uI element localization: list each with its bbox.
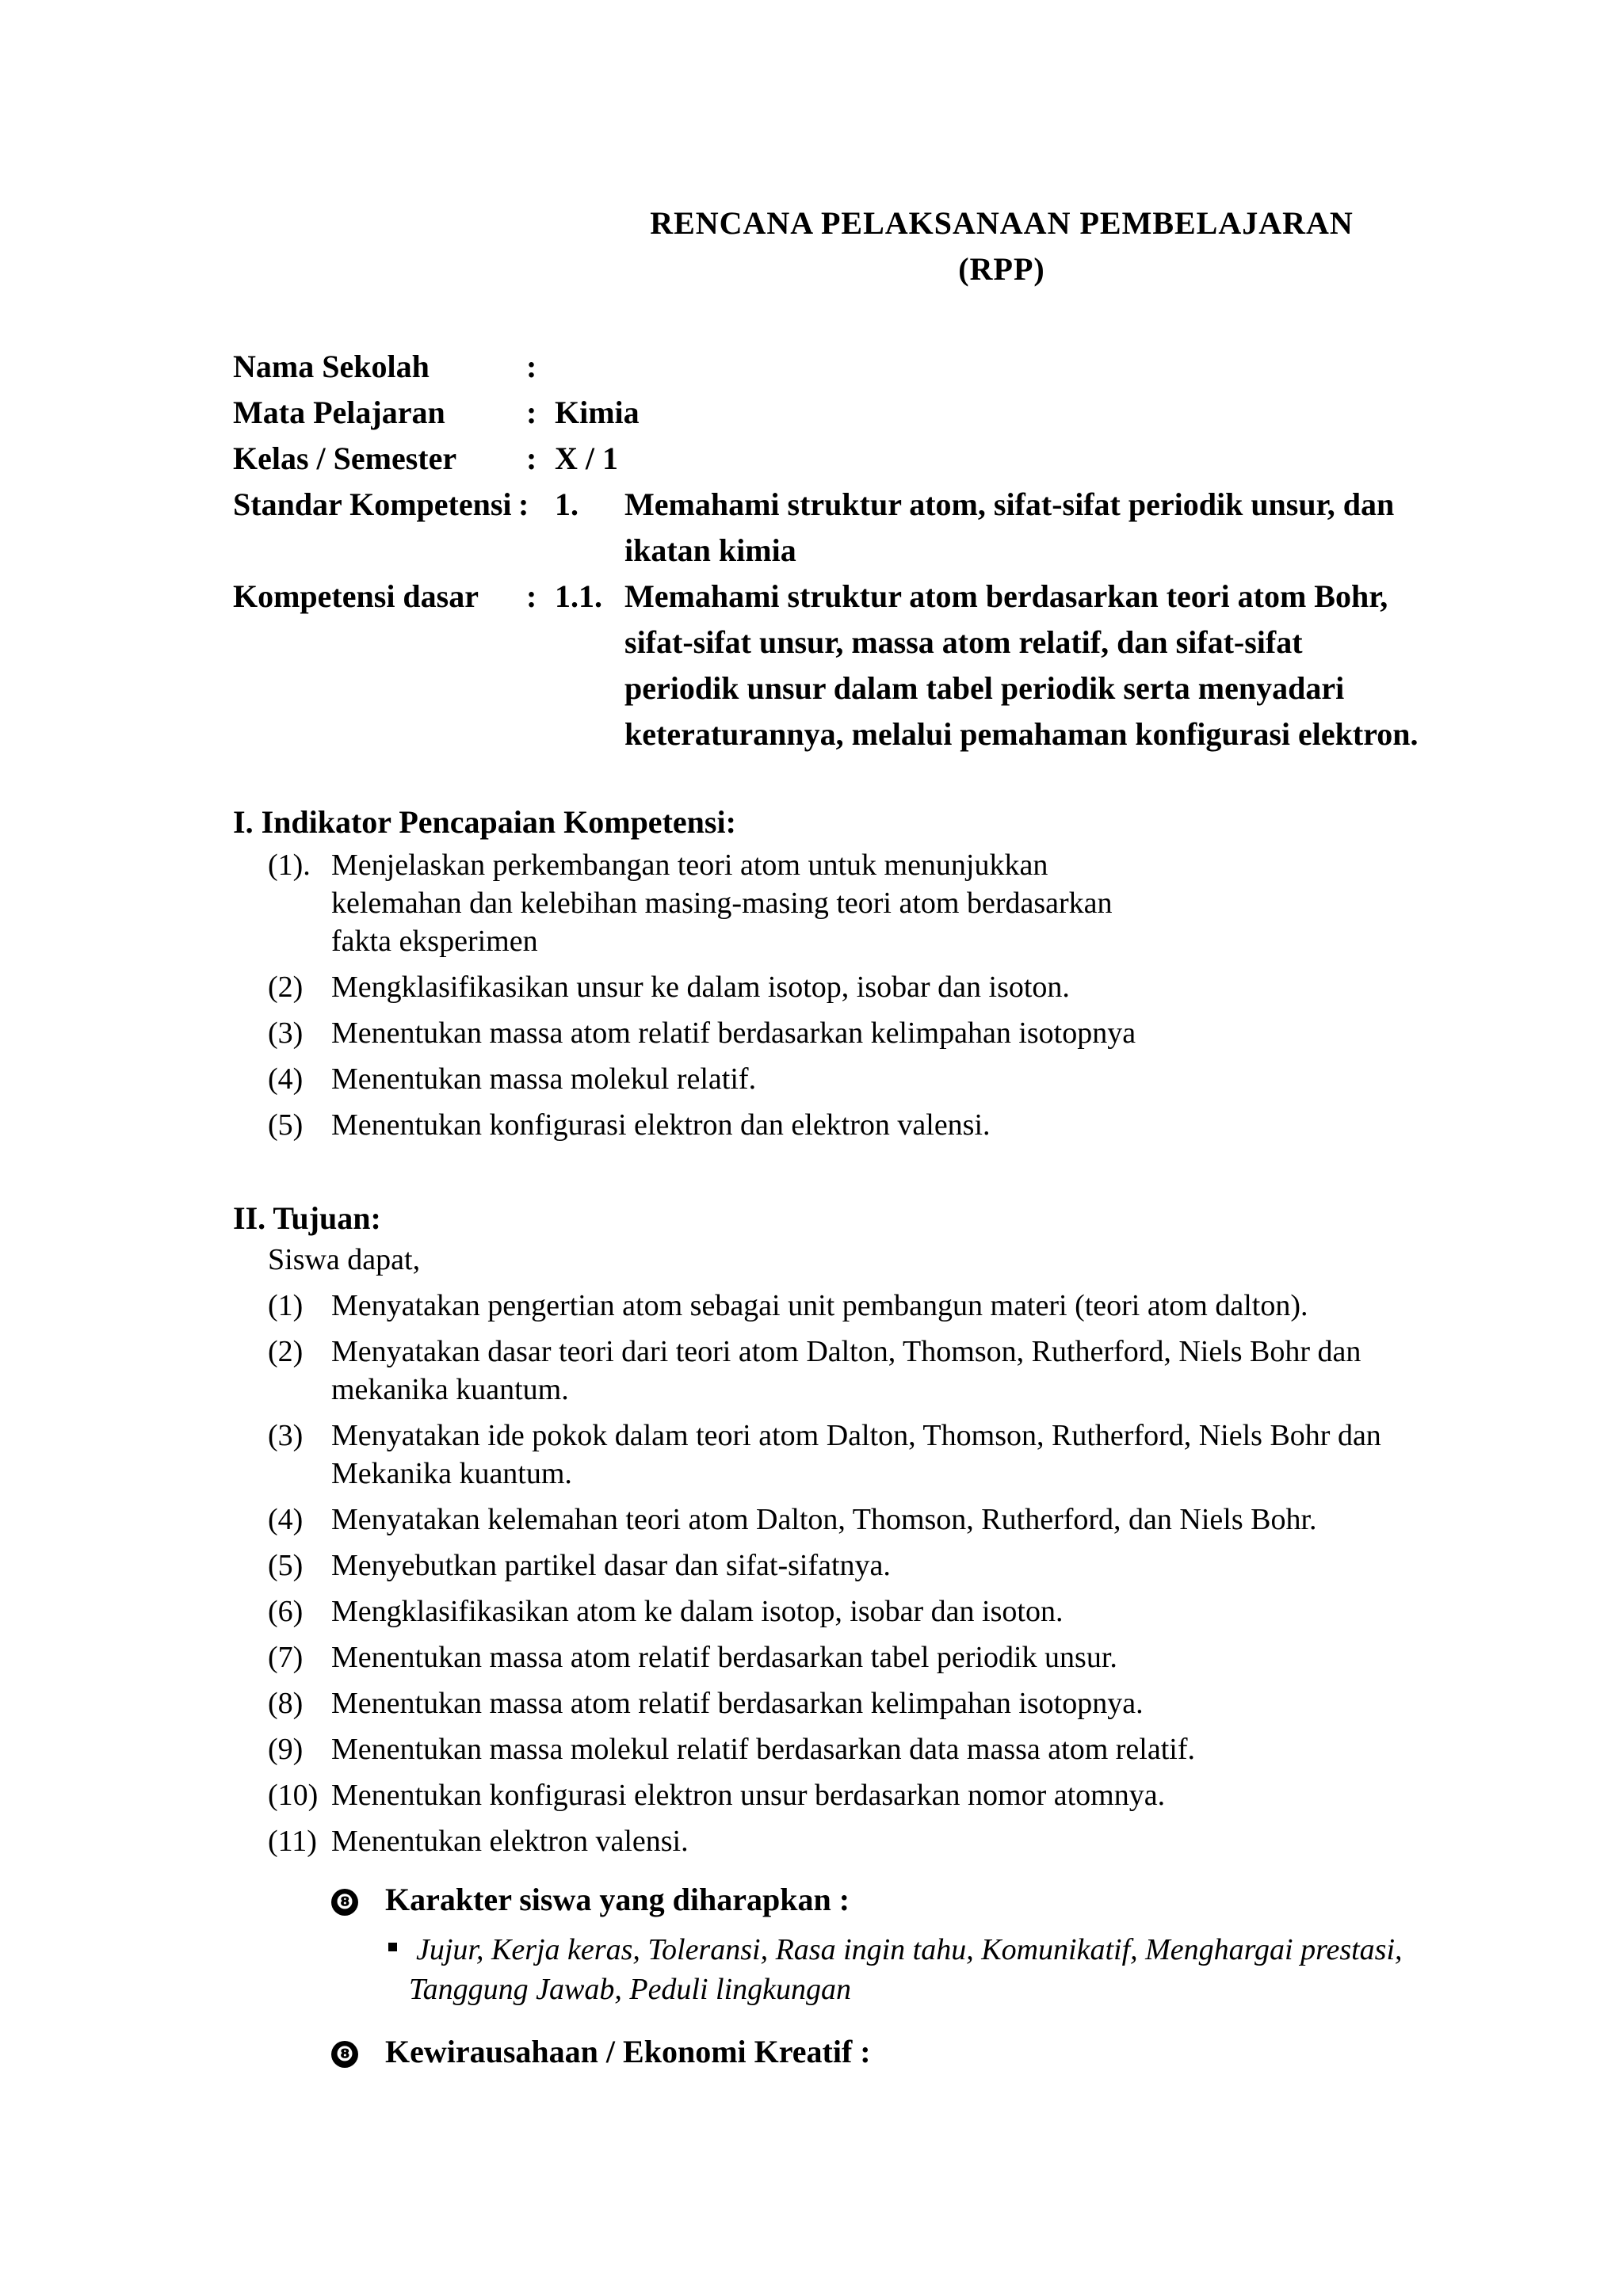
list-item-text: fakta eksperimen	[331, 925, 538, 958]
list-item-text: Menjelaskan perkembangan teori atom untuk menunjukkan	[331, 849, 1048, 882]
kewirausahaan-heading-text: Kewirausahaan / Ekonomi Kreatif :	[385, 2034, 871, 2069]
list-item-text: Menentukan massa atom relatif berdasarkan kelimpahan isotopnya.	[331, 1687, 1144, 1720]
list-item-number: (7)	[268, 1641, 304, 1674]
list-item-number: (1).	[268, 849, 311, 882]
meta-text-line: periodik unsur dalam tabel periodik serta menyadari	[624, 670, 1345, 706]
meta-text-line: ikatan kimia	[624, 532, 796, 568]
list-item-number: (9)	[268, 1733, 304, 1766]
list-item-text: Menentukan konfigurasi elektron dan elektron valensi.	[331, 1108, 991, 1142]
list-item-number: (5)	[268, 1549, 304, 1582]
list-item-number: (11)	[268, 1825, 317, 1858]
list-item-number: (8)	[268, 1687, 304, 1720]
list-item-text: Mekanika kuantum.	[331, 1457, 572, 1490]
meta-text-line: Memahami struktur atom, sifat-sifat periodik unsur, dan	[624, 486, 1395, 522]
list-item-text: Menentukan massa atom relatif berdasarkan kelimpahan isotopnya	[331, 1016, 1136, 1050]
list-item-number: (5)	[268, 1108, 304, 1142]
karakter-heading-text: Karakter siswa yang diharapkan :	[385, 1882, 850, 1917]
list-item-text: Menyebutkan partikel dasar dan sifat-sifatnya.	[331, 1549, 891, 1582]
section-heading-tujuan: II. Tujuan:	[233, 1200, 381, 1236]
list-item-text: Mengklasifikasikan atom ke dalam isotop, isobar dan isoton.	[331, 1595, 1064, 1628]
list-item-number: (3)	[268, 1016, 304, 1050]
meta-label: Nama Sekolah	[233, 349, 430, 384]
meta-number: 1.	[555, 486, 579, 522]
list-item-number: (6)	[268, 1595, 304, 1628]
meta-label: Standar Kompetensi	[233, 486, 512, 522]
list-item-number: (1)	[268, 1289, 304, 1322]
list-item-text: mekanika kuantum.	[331, 1373, 569, 1406]
meta-text-line: Memahami struktur atom berdasarkan teori atom Bohr,	[624, 578, 1388, 614]
meta-number: 1.1.	[555, 578, 602, 614]
karakter-heading	[331, 1881, 850, 1918]
list-item-text: kelemahan dan kelebihan masing-masing teori atom berdasarkan	[331, 887, 1113, 920]
list-item-number: (2)	[268, 1335, 304, 1368]
list-item-text: Menyatakan pengertian atom sebagai unit pembangun materi (teori atom dalton).	[331, 1289, 1308, 1322]
meta-colon: :	[526, 349, 537, 384]
list-item-number: (2)	[268, 971, 304, 1004]
list-item-text: Mengklasifikasikan unsur ke dalam isotop, isobar dan isoton.	[331, 971, 1070, 1004]
meta-value: X / 1	[555, 441, 618, 476]
meta-label: Kelas / Semester	[233, 441, 457, 476]
list-item-text: Menyatakan kelemahan teori atom Dalton, Thomson, Rutherford, dan Niels Bohr.	[331, 1503, 1317, 1536]
list-item-number: (4)	[268, 1503, 304, 1536]
meta-label: Kompetensi dasar	[233, 578, 479, 614]
list-item-text: Menentukan massa atom relatif berdasarkan tabel periodik unsur.	[331, 1641, 1117, 1674]
list-item-text: Jujur, Kerja keras, Toleransi, Rasa ingin tahu, Komunikatif, Menghargai prestasi,	[416, 1933, 1403, 1966]
number-eight-circle-icon: ❽	[331, 2041, 358, 2068]
list-item-number: (4)	[268, 1062, 304, 1096]
meta-colon: :	[526, 395, 537, 430]
document-subtitle: (RPP)	[958, 251, 1045, 287]
meta-value: Kimia	[555, 395, 640, 430]
list-item-text: Menyatakan ide pokok dalam teori atom Dalton, Thomson, Rutherford, Niels Bohr dan	[331, 1419, 1381, 1452]
list-item-text: Menentukan konfigurasi elektron unsur berdasarkan nomor atomnya.	[331, 1779, 1166, 1812]
section-heading-indikator: I. Indikator Pencapaian Kompetensi:	[233, 804, 736, 840]
document-title: RENCANA PELAKSANAAN PEMBELAJARAN	[650, 205, 1354, 241]
karakter-list	[388, 1930, 1403, 2009]
kewirausahaan-heading	[331, 2033, 871, 2070]
tujuan-intro: Siswa dapat,	[268, 1243, 421, 1276]
list-item-text: Menyatakan dasar teori dari teori atom Dalton, Thomson, Rutherford, Niels Bohr dan	[331, 1335, 1361, 1368]
meta-text-line: sifat-sifat unsur, massa atom relatif, dan sifat-sifat	[624, 624, 1303, 660]
list-item-text: Menentukan elektron valensi.	[331, 1825, 689, 1858]
list-item-continuation: Tanggung Jawab, Peduli lingkungan	[409, 1973, 852, 2006]
list-item-number: (10)	[268, 1779, 319, 1812]
square-bullet-icon	[388, 1943, 397, 1951]
number-eight-circle-icon: ❽	[331, 1889, 358, 1916]
list-item-number: (3)	[268, 1419, 304, 1452]
meta-colon: :	[518, 486, 529, 522]
list-item-text: Menentukan massa molekul relatif.	[331, 1062, 757, 1096]
meta-text-line: keteraturannya, melalui pemahaman konfigurasi elektron.	[624, 716, 1419, 752]
meta-colon: :	[526, 578, 537, 614]
list-item	[388, 1930, 1403, 1970]
meta-colon: :	[526, 441, 537, 476]
list-item-text: Menentukan massa molekul relatif berdasarkan data massa atom relatif.	[331, 1733, 1195, 1766]
meta-label: Mata Pelajaran	[233, 395, 445, 430]
